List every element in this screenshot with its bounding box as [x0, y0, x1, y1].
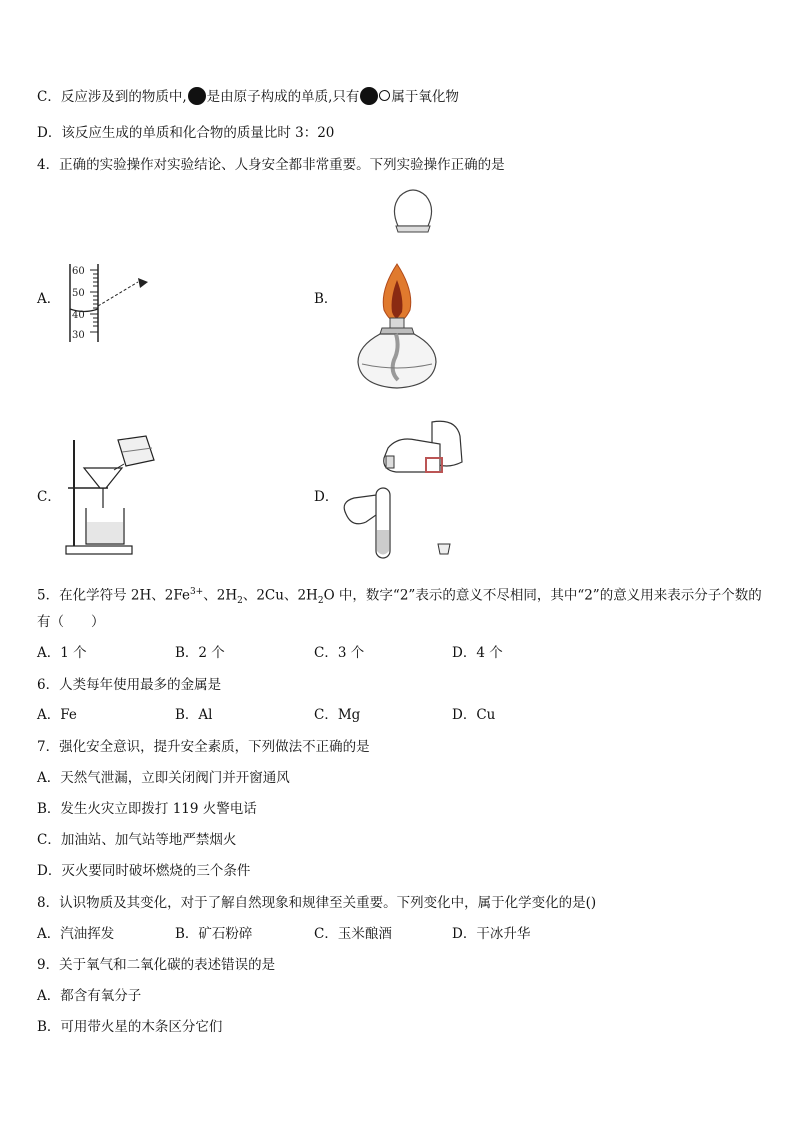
q5-stem-post: O 中，数字“2”表示的意义不尽相同，其中“2”的意义用来表示分子个数的 [323, 587, 762, 604]
q5-stem-sub2: 2 [317, 596, 324, 607]
q5-stem-line2: 有（ ） [37, 614, 105, 630]
q6-stem: 6．人类每年使用最多的金属是 [37, 677, 222, 693]
q4-label-a: A． [37, 291, 61, 307]
filtration-figure [62, 432, 166, 556]
q8-option-d: D．干冰升华 [452, 926, 531, 942]
q6-option-c: C．Mg [314, 707, 361, 723]
q8-option-b: B．矿石粉碎 [175, 926, 253, 942]
black-atom-icon [188, 87, 206, 105]
alcohol-lamp-figure [352, 262, 442, 394]
q3-option-c [37, 87, 459, 107]
cylinder-tick-30: 30 [72, 330, 85, 341]
q5-option-b: B．2 个 [175, 645, 225, 661]
q8-option-c: C．玉米酿酒 [314, 926, 392, 942]
q6-option-b: B．Al [175, 707, 213, 723]
graduated-cylinder-figure [64, 262, 160, 346]
q9-option-a: A．都含有氧分子 [37, 988, 142, 1004]
q5-option-d: D．4 个 [452, 645, 503, 661]
q4-stem: 4．正确的实验操作对实验结论、人身安全都非常重要。下列实验操作正确的是 [37, 157, 505, 173]
white-atom-icon [379, 90, 390, 101]
q5-stem-mid2: 、2Cu、2H [242, 587, 318, 604]
cylinder-tick-40: 40 [72, 310, 85, 321]
q7-option-c: C．加油站、加气站等地严禁烟火 [37, 832, 237, 848]
q9-option-b: B．可用带火星的木条区分它们 [37, 1019, 223, 1035]
q5-stem-sub1: 2 [237, 596, 243, 607]
q3-option-d: D．该反应生成的单质和化合物的质量比时 3：20 [37, 125, 335, 141]
q8-option-a: A．汽油挥发 [37, 926, 115, 942]
q5-option-a: A．1 个 [37, 645, 87, 661]
q7-option-a: A．天然气泄漏，立即关闭阀门并开窗通风 [37, 770, 290, 786]
black-atom-icon [360, 87, 378, 105]
flask-cap-figure [388, 186, 438, 238]
cylinder-tick-50: 50 [72, 288, 85, 299]
q5-option-c: C．3 个 [314, 645, 365, 661]
q9-stem: 9．关于氧气和二氧化碳的表述错误的是 [37, 957, 276, 973]
q5-stem-mid1: 、2H [203, 587, 238, 604]
q5-stem-sup: 3+ [189, 587, 204, 597]
q5-stem-pre: 5．在化学符号 2H、2Fe [37, 587, 190, 604]
cylinder-tick-60: 60 [72, 266, 85, 277]
q7-stem: 7．强化安全意识，提升安全素质，下列做法不正确的是 [37, 739, 370, 755]
q6-option-a: A．Fe [37, 707, 77, 723]
q7-option-d: D．灭火要同时破坏燃烧的三个条件 [37, 863, 251, 879]
q4-label-c: C． [37, 489, 61, 505]
q3-option-c-post: 属于氧化物 [391, 89, 459, 105]
q4-label-b: B． [314, 291, 338, 307]
q8-stem: 8．认识物质及其变化，对于了解自然现象和规律至关重要。下列变化中，属于化学变化的是() [37, 895, 597, 911]
q5-stem [37, 582, 762, 611]
q3-option-c-pre: C．反应涉及到的物质中, [37, 89, 187, 105]
q4-label-d: D． [314, 489, 339, 505]
q6-option-d: D．Cu [452, 707, 496, 723]
q7-option-b: B．发生火灾立即拨打 119 火警电话 [37, 801, 257, 817]
q3-option-c-mid: 是由原子构成的单质,只有 [206, 89, 360, 105]
pouring-liquid-figure [336, 418, 472, 564]
